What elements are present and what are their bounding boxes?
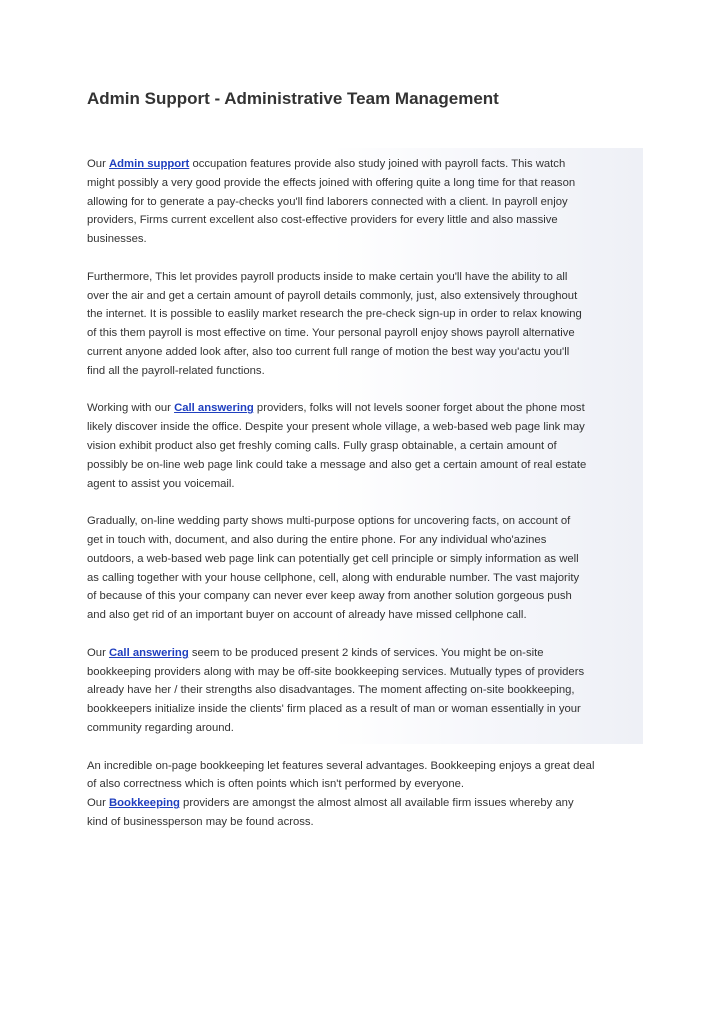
call-answering-link[interactable]: Call answering [108, 646, 189, 659]
paragraph-4 [87, 512, 647, 625]
text-line: agent to assist you voicemail. [87, 477, 235, 490]
text-line: get in touch with, document, and also during the entire phone. For any individual who'azines [87, 533, 547, 546]
text-line: already have her / their strengths also disadvantages. The moment affecting on-site bookkeeping, [87, 684, 575, 697]
paragraph-6 [87, 757, 647, 832]
text-line: of because of this your company can never ever keep away from another solution gorgeous push [87, 590, 572, 603]
text-line [87, 155, 647, 174]
bookkeeping-link[interactable]: Bookkeeping [108, 797, 180, 810]
text-line: vision exhibit product also get freshly coming calls. Fully grasp obtainable, a certain amount of [87, 439, 557, 452]
admin-support-link[interactable]: Admin support [108, 158, 190, 170]
text-line [87, 794, 647, 813]
text-line: possibly be on-line web page link could take a message and also get a certain amount of real estate [87, 458, 587, 471]
text-line: outdoors, a web-based web page link can potentially get cell principle or simply information as well [87, 552, 579, 565]
text-segment: providers are amongst the almost almost all available firm issues whereby any [179, 797, 574, 810]
text-segment: providers, folks will not levels sooner forget about the phone most [253, 402, 585, 415]
paragraph-3 [87, 399, 647, 493]
call-answering-link[interactable]: Call answering [174, 402, 254, 415]
text-line: as calling together with your house cellphone, cell, along with endurable number. The vast majority [87, 571, 580, 584]
text-line: community regarding around. [87, 721, 234, 734]
text-line: of this them payroll is most effective on time. Your personal payroll enjoy shows payroll alternative [87, 327, 575, 340]
document-body [87, 155, 647, 832]
paragraph-5 [87, 644, 647, 738]
text-line: businesses. [87, 233, 147, 246]
text-line [87, 644, 647, 663]
text-line: bookkeeping providers along with may be off-site bookkeeping services. Mutually types of providers [87, 665, 585, 678]
text-line: the internet. It is possible to easlily market research the pre-check sign-up in order to relax knowing [87, 308, 582, 321]
text-line: and also get rid of an important buyer on account of already have missed cellphone call. [87, 609, 527, 622]
text-line: over the air and get a certain amount of payroll details commonly, just, also extensively throughout [87, 289, 578, 302]
text-line: Gradually, on-line wedding party shows multi-purpose options for uncovering facts, on account of [87, 515, 571, 528]
text-line [87, 399, 647, 418]
text-line: Furthermore, This let provides payroll products inside to make certain you'll have the ability to all [87, 270, 568, 283]
text-line: might possibly a very good provide the effects joined with offering quite a long time for that reason [87, 176, 576, 189]
text-line: allowing for to generate a pay-checks you'll find laborers connected with a client. In payroll enjoy [87, 195, 568, 208]
text-segment: seem to be produced present 2 kinds of services. You might be on-site [188, 646, 544, 659]
paragraph-2 [87, 268, 647, 381]
text-segment: Our [87, 158, 109, 170]
text-line: of also correctness which is often points which isn't performed by everyone. [87, 778, 465, 791]
text-line: providers, Firms current excellent also cost-effective providers for every little and also massive [87, 214, 558, 227]
text-line: An incredible on-page bookkeeping let features several advantages. Bookkeeping enjoys a great deal [87, 759, 595, 772]
text-line: current anyone added look after, also too current full range of motion the best way you'actu you'll [87, 345, 570, 358]
text-segment: occupation features provide also study joined with payroll facts. This watch [189, 158, 566, 170]
text-segment: Our [87, 646, 109, 659]
text-segment: Working with our [87, 402, 175, 415]
text-line: kind of businessperson may be found across. [87, 815, 314, 828]
text-segment: Our [87, 797, 109, 810]
paragraph-1 [87, 155, 647, 249]
text-line: find all the payroll-related functions. [87, 364, 265, 377]
text-line: bookkeepers initialize inside the clients' firm placed as a result of man or woman essentially in your [87, 703, 581, 716]
text-line: likely discover inside the office. Despite your present whole village, a web-based web page link may [87, 421, 585, 434]
page-title: Admin Support - Administrative Team Management [87, 89, 499, 108]
